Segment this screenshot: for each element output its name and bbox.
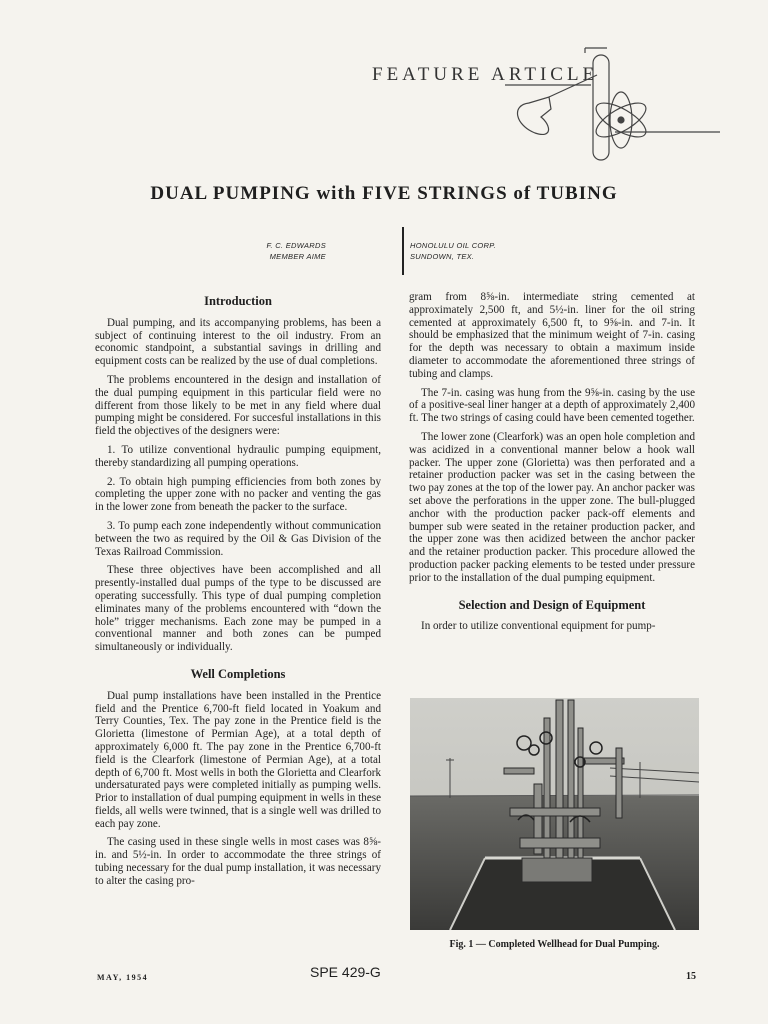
author-byline bbox=[267, 240, 326, 262]
section-heading-selection: Selection and Design of Equipment bbox=[458, 597, 646, 612]
wellhead-photo bbox=[410, 698, 699, 930]
paragraph: Dual pump installations have been installed in the Prentice field and the Prentice 6,700-ft field located in Yoakum and Terry Counties, Tex. The pay zone in the Prentice field is the Glorietta (limestone of Permian Age), at a total depth of approximately 6,000 ft. The pay zone in the Prentice 6,700-ft field is the Clearfork (limestone of Permian Age), at a total depth of 6,700 ft. Most wells in both the Glorietta and Clearfork undersaturated pays were completed initially as pumping wells. Prior to installation of dual pumping equipment in wells in these fields, all wells were twinned, that is a single well was drilled to each pay zone. bbox=[95, 689, 381, 830]
footer-code: SPE 429-G bbox=[310, 964, 381, 980]
paragraph: The problems encountered in the design and installation of the dual pumping equipment in this particular field were no different from those likely to be met in any field where dual pumping might be considered. For succesful installations in this field the objectives of the designers were: bbox=[95, 373, 381, 438]
company-name: HONOLULU OIL CORP. bbox=[410, 241, 496, 250]
right-column bbox=[409, 291, 695, 639]
company-byline bbox=[410, 240, 496, 262]
paragraph: The 7-in. casing was hung from the 9⅝-in. casing by the use of a positive-seal liner hanger at a depth of approximately 2,400 ft. The two strings of casing could have been cemented together. bbox=[409, 386, 695, 425]
author-name: F. C. EDWARDS bbox=[266, 241, 326, 250]
figure-caption: Fig. 1 — Completed Wellhead for Dual Pumping. bbox=[449, 939, 660, 950]
section-heading-well-completions: Well Completions bbox=[190, 666, 286, 681]
section-heading-introduction: Introduction bbox=[204, 294, 272, 308]
left-column bbox=[95, 291, 381, 894]
footer-date: MAY, 1954 bbox=[97, 973, 149, 982]
paragraph: 3. To pump each zone independently without communication between the two as required by the Oil & Gas Division of the Texas Railroad Commission. bbox=[95, 519, 381, 558]
atom-flask-logo bbox=[505, 45, 720, 165]
paragraph: In order to utilize conventional equipment for pump- bbox=[421, 620, 656, 633]
company-location: SUNDOWN, TEX. bbox=[410, 252, 475, 261]
paragraph: 2. To obtain high pumping efficiencies from both zones by completing the upper zone with no packer and venting the gas in the lower zone from beneath the packer to the surface. bbox=[95, 475, 381, 514]
article-title: DUAL PUMPING with FIVE STRINGS of TUBING bbox=[150, 183, 618, 204]
page-number: 15 bbox=[686, 971, 696, 982]
author-membership: MEMBER AIME bbox=[269, 252, 326, 261]
feature-article-label: FEATURE ARTICLE bbox=[372, 64, 599, 85]
paragraph: The casing used in these single wells in most cases was 8⅝-in. and 5½-in. In order to accommodate the three strings of tubing necessary for the dual pump installation, it was necessary to alter the casing pro- bbox=[95, 836, 381, 887]
paragraph: gram from 8⅝-in. intermediate string cemented at approximately 2,500 ft, and 5½-in. liner for the oil string cemented at approximately 6,500 ft, to 9⅝-in. and 7-in. It should be emphasized that the minimum weight of 7-in. casing for the depth was necessary to obtain a maximum inside diameter to accommodate the aforementioned three strings of tubing and clamps. bbox=[409, 291, 695, 380]
paragraph: The lower zone (Clearfork) was an open hole completion and was acidized in a conventional manner below a hook wall packer. The upper zone (Glorietta) was then perforated and a retainer production packer was set in the casing between the two pay zones at the top of the lower pay. An anchor packer was set above the perforations in the upper zone. The bull-plugged anchor with the production packer pack-off elements and bumper sub were seated in the retainer production packer, and the upper zone was then acidized between the anchor packer and the retainer production packer. This procedure allowed the production packer packing elements to be tested under pressure prior to the installation of the dual pumping equipment. bbox=[409, 430, 695, 584]
byline-divider bbox=[402, 227, 404, 275]
paragraph: 1. To utilize conventional hydraulic pumping equipment, thereby standardizing all pumping operations. bbox=[95, 443, 381, 469]
paragraph: These three objectives have been accomplished and all presently-installed dual pumps of the type to be discussed are operating successfully. This type of dual pumping completion eliminates many of the problems encountered with “down the hole” trigger mechanisms. Each zone may be pumped in a conventional manner and both zones can be pumped simultaneously or individually. bbox=[95, 564, 381, 654]
paragraph: Dual pumping, and its accompanying problems, has been a subject of continuing interest to the oil industry. From an economic standpoint, a substantial savings in drilling and equipment costs can be realized by the use of dual completions. bbox=[95, 316, 381, 368]
